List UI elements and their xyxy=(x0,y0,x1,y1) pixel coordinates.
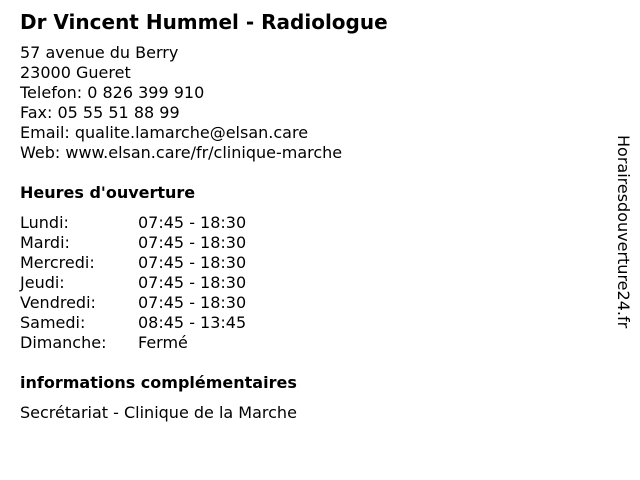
time-range: Fermé xyxy=(138,333,188,352)
day-label: Mardi: xyxy=(20,233,70,252)
hours-row-monday xyxy=(20,213,246,233)
day-label: Mercredi: xyxy=(20,253,95,272)
hours-row-saturday xyxy=(20,313,246,333)
fax-number: Fax: 05 55 51 88 99 xyxy=(20,103,180,122)
time-range: 07:45 - 18:30 xyxy=(138,253,247,272)
time-range: 07:45 - 18:30 xyxy=(138,293,247,312)
site-watermark: Horairesdouverture24.fr xyxy=(614,135,633,329)
opening-hours-heading: Heures d'ouverture xyxy=(20,183,196,202)
opening-hours-table xyxy=(20,213,246,353)
email-address: Email: qualite.lamarche@elsan.care xyxy=(20,123,309,142)
business-card xyxy=(20,10,600,423)
day-label: Vendredi: xyxy=(20,293,96,312)
day-label: Jeudi: xyxy=(20,273,65,292)
day-label: Lundi: xyxy=(20,213,69,232)
hours-row-sunday xyxy=(20,333,246,353)
day-label: Dimanche: xyxy=(20,333,107,352)
hours-row-wednesday xyxy=(20,253,246,273)
city-postcode: 23000 Gueret xyxy=(20,63,131,82)
additional-info-heading: informations complémentaires xyxy=(20,373,297,392)
phone-number: Telefon: 0 826 399 910 xyxy=(20,83,205,102)
time-range: 07:45 - 18:30 xyxy=(138,213,247,232)
street-address: 57 avenue du Berry xyxy=(20,43,179,62)
day-label: Samedi: xyxy=(20,313,86,332)
hours-row-thursday xyxy=(20,273,246,293)
time-range: 07:45 - 18:30 xyxy=(138,273,247,292)
time-range: 08:45 - 13:45 xyxy=(138,313,247,332)
page-title: Dr Vincent Hummel - Radiologue xyxy=(20,10,388,34)
time-range: 07:45 - 18:30 xyxy=(138,233,247,252)
additional-info-text: Secrétariat - Clinique de la Marche xyxy=(20,403,297,422)
hours-row-friday xyxy=(20,293,246,313)
contact-block xyxy=(20,43,600,163)
website-address: Web: www.elsan.care/fr/clinique-marche xyxy=(20,143,343,162)
hours-row-tuesday xyxy=(20,233,246,253)
